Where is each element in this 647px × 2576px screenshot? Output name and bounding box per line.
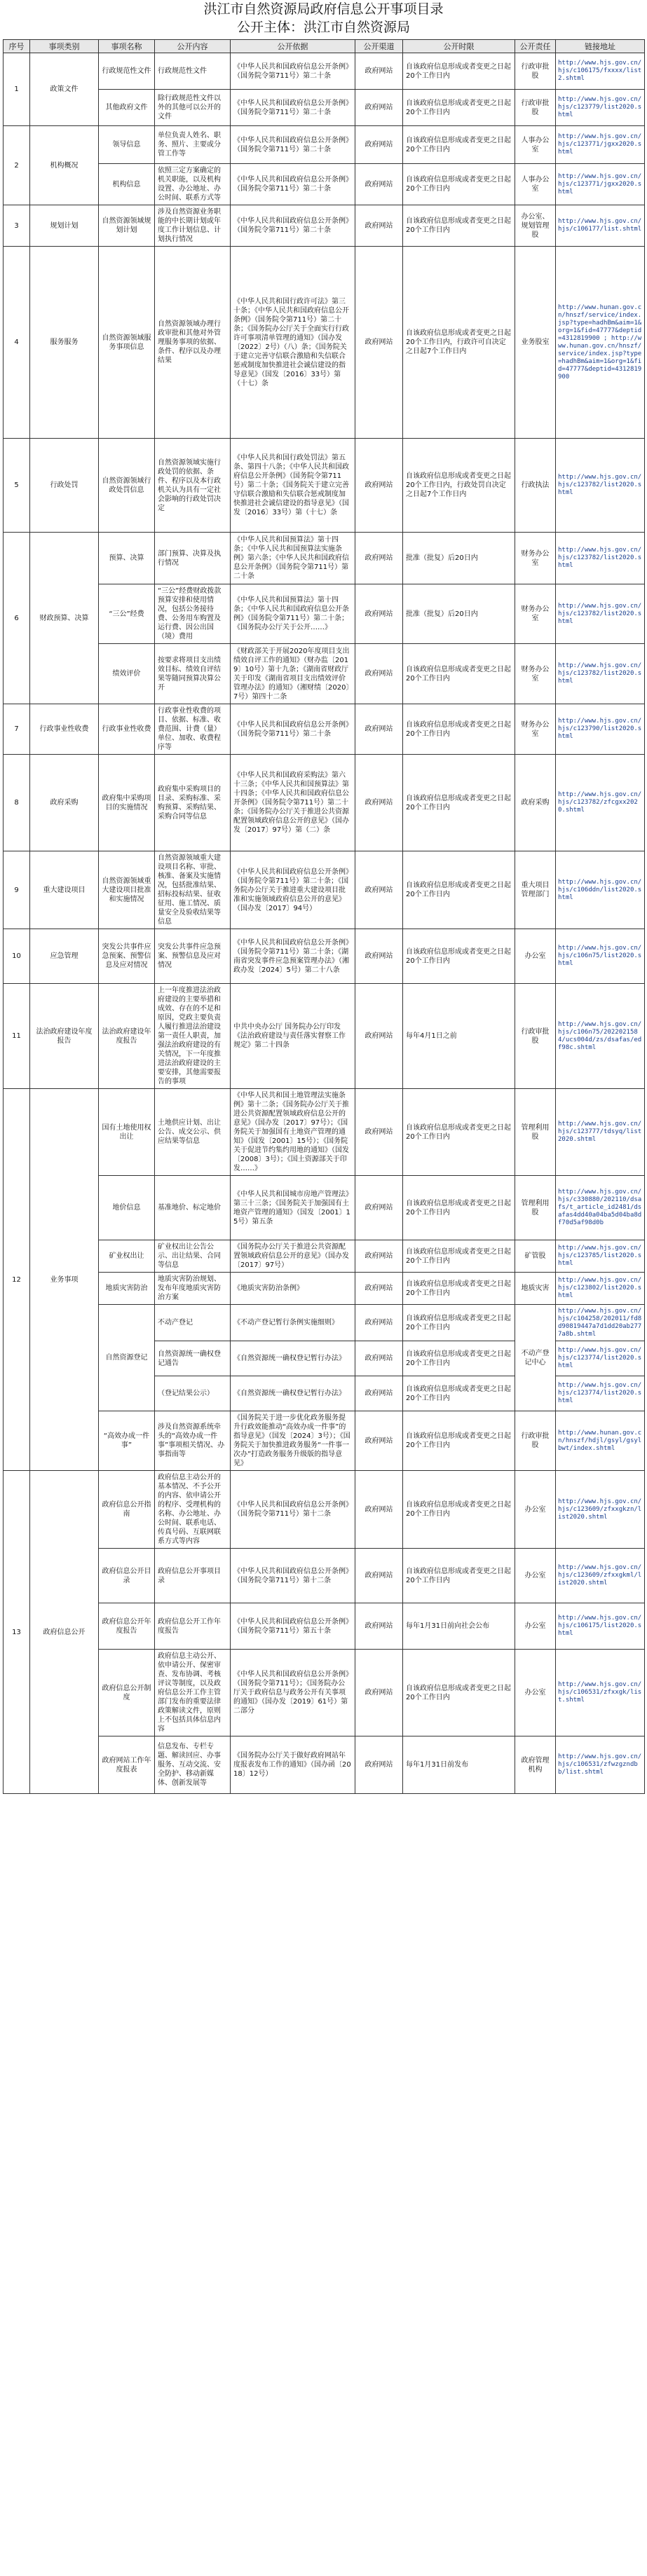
disclosure-time-limit: 自该政府信息形成或者变更之日起20个工作日内 <box>403 1089 515 1176</box>
disclosure-basis: 《自然资源统一确权登记暂行办法》 <box>231 1341 355 1376</box>
link-cell <box>556 53 645 90</box>
disclosure-basis: 《中华人民共和国政府信息公开条例》（国务院令第711号）第二十条 <box>231 53 355 90</box>
link-address[interactable]: http://www.hjs.gov.cn/hjs/c106n75/list2020.shtml <box>558 945 642 967</box>
disclosure-channel: 政府网站 <box>355 755 403 851</box>
disclosure-content: 基准地价、标定地价 <box>155 1176 231 1240</box>
link-address[interactable]: http://www.hjs.gov.cn/hjs/c123782/zfcgxx2020.shtml <box>558 791 642 814</box>
link-address[interactable]: http://www.hjs.gov.cn/hjs/c330880/202110/dsafs/t_article_id2481/dsafas4dd40a04ba5d04ba8df70d5af98d0b <box>558 1188 642 1226</box>
table-row <box>4 53 645 90</box>
table-row <box>4 1650 645 1736</box>
table-row <box>4 1603 645 1650</box>
disclosure-channel: 政府网站 <box>355 90 403 126</box>
disclosure-content: 自然资源领域重大建设项目名称、审批、核准、备案及实施情况，包括批准结果、招标投标结果、征收征用、施工情况、质量安全及验收结果等信息 <box>155 851 231 929</box>
disclosure-time-limit: 批准（批复）后20日内 <box>403 584 515 644</box>
responsible-unit: 办公室 <box>515 929 556 984</box>
disclosure-time-limit: 自该政府信息形成或者变更之日起20个工作日内，行政处罚自决定之日起7个工作日内 <box>403 439 515 533</box>
row-number: 8 <box>4 755 30 851</box>
item-name: 其他政府文件 <box>99 90 155 126</box>
item-category: 政府信息公开 <box>30 1471 99 1794</box>
row-number: 12 <box>4 1089 30 1471</box>
item-category: 重大建设项目 <box>30 851 99 929</box>
disclosure-time-limit: 自该政府信息形成或者变更之日起20个工作日内 <box>403 1305 515 1341</box>
row-number: 2 <box>4 126 30 205</box>
link-address[interactable]: http://www.hjs.gov.cn/hjs/c123785/list2020.shtml <box>558 1245 642 1267</box>
link-cell <box>556 584 645 644</box>
responsible-unit: 行政审批股 <box>515 1411 556 1471</box>
table-row <box>4 1471 645 1549</box>
responsible-unit: 地质灾害 <box>515 1273 556 1305</box>
disclosure-content: 政府信息主动公开的基本情况、不予公开的内容、依申请公开的程序、受理机构的名称、办公地址、办公时间、联系电话、传真号码、互联网联系方式等内容 <box>155 1471 231 1549</box>
disclosure-channel: 政府网站 <box>355 929 403 984</box>
link-cell <box>556 439 645 533</box>
header-cell: 公开渠道 <box>355 40 403 53</box>
item-category: 财政预算、决算 <box>30 533 99 704</box>
disclosure-basis: 《财政部关于开展2020年度项目支出绩效自评工作的通知》（财办监〔2019〕10号）第十九条；《湖南省财政厅关于印发《湖南省项目支出绩效评价管理办法》的通知》（湘财绩〔2020〕7号）第四十二条 <box>231 644 355 704</box>
disclosure-channel: 政府网站 <box>355 984 403 1089</box>
row-number: 4 <box>4 247 30 439</box>
disclosure-basis: 《中华人民共和国政府信息公开条例》（国务院令第711号）第二十条；《湖南省突发事件应急预案管理办法》（湘政办发〔2024〕5号）第二十八条 <box>231 929 355 984</box>
item-name: 政府信息公开制度 <box>99 1650 155 1736</box>
disclosure-content: 行政规范性文件 <box>155 53 231 90</box>
table-row <box>4 205 645 247</box>
link-address[interactable]: http://www.hjs.gov.cn/hjs/c106531/zfwzgzndbb/list.shtml <box>558 1753 642 1776</box>
responsible-unit: 行政审批股 <box>515 90 556 126</box>
disclosure-basis: 《自然资源统一确权登记暂行办法》 <box>231 1376 355 1411</box>
item-name: 法治政府建设年度报告 <box>99 984 155 1089</box>
disclosure-time-limit: 自该政府信息形成或者变更之日起20个工作日内 <box>403 1341 515 1376</box>
responsible-unit: 人事办公室 <box>515 164 556 205</box>
link-address[interactable]: http://www.hjs.gov.cn/hjs/c123802/list2020.shtml <box>558 1277 642 1299</box>
disclosure-channel: 政府网站 <box>355 1240 403 1273</box>
responsible-unit: 办公室 <box>515 1603 556 1650</box>
disclosure-basis: 《中华人民共和国政府信息公开条例》（国务院令第711号）第十二条 <box>231 1471 355 1549</box>
link-address[interactable]: http://www.hjs.gov.cn/hjs/c123782/list2020.shtml <box>558 602 642 625</box>
disclosure-channel: 政府网站 <box>355 164 403 205</box>
responsible-unit: 行政执法 <box>515 439 556 533</box>
disclosure-time-limit: 自该政府信息形成或者变更之日起20个工作日内 <box>403 755 515 851</box>
disclosure-time-limit: 自该政府信息形成或者变更之日起20个工作日内 <box>403 1411 515 1471</box>
item-name: 自然资源领域行政处罚信息 <box>99 439 155 533</box>
disclosure-basis: 《中华人民共和国行政处罚法》第五条、第四十八条；《中华人民共和国政府信息公开条例》（国务院令第711号）第二十条；《国务院关于建立完善守信联合激励和失信联合惩戒制度加快推进社会诚信建设的指导意见》（国发〔2016〕33号）第（十七）条 <box>231 439 355 533</box>
disclosure-content: 自然资源领域实施行政处罚的依据、条件、程序以及本行政机关认为具有一定社会影响的行政处罚决定 <box>155 439 231 533</box>
row-number: 3 <box>4 205 30 247</box>
disclosure-channel: 政府网站 <box>355 126 403 164</box>
disclosure-content: 政府信息公开事项目录 <box>155 1549 231 1603</box>
responsible-unit: 行政审批股 <box>515 984 556 1089</box>
item-name: 绩效评价 <box>99 644 155 704</box>
disclosure-content: 地质灾害防治规划、发布年度地质灾害防治方案 <box>155 1273 231 1305</box>
link-cell <box>556 755 645 851</box>
table-row <box>4 929 645 984</box>
link-cell <box>556 984 645 1089</box>
link-cell <box>556 1411 645 1471</box>
disclosure-time-limit: 自该政府信息形成或者变更之日起20个工作日内 <box>403 704 515 755</box>
disclosure-time-limit: 每年4月1日之前 <box>403 984 515 1089</box>
disclosure-channel: 政府网站 <box>355 247 403 439</box>
disclosure-content: 涉及自然资源系统牵头的“高效办成一件事”事项相关情况、办事指南等 <box>155 1411 231 1471</box>
responsible-unit: 管理利用股 <box>515 1089 556 1176</box>
link-cell <box>556 247 645 439</box>
disclosure-time-limit: 自该政府信息形成或者变更之日起20个工作日内 <box>403 1376 515 1411</box>
row-number: 13 <box>4 1471 30 1794</box>
item-name: 突发公共事件应急预案、预警信息及应对情况 <box>99 929 155 984</box>
responsible-unit: 财务办公室 <box>515 704 556 755</box>
item-name: 政府信息公开指南 <box>99 1471 155 1549</box>
table-row <box>4 984 645 1089</box>
table-row <box>4 90 645 126</box>
disclosure-time-limit: 自该政府信息形成或者变更之日起20个工作日内 <box>403 1471 515 1549</box>
item-name: 地质灾害防治 <box>99 1273 155 1305</box>
document-title: 洪江市自然资源局政府信息公开事项目录 <box>203 1 444 17</box>
link-address[interactable]: http://www.hjs.gov.cn/hjs/c106175/list2020.shtml <box>558 1615 642 1637</box>
disclosure-content: 行政事业性收费的项目、依据、标准、收费范围、计费（量）单位、加收、收费程序等 <box>155 704 231 755</box>
disclosure-time-limit: 自该政府信息形成或者变更之日起20个工作日内 <box>403 1176 515 1240</box>
disclosure-basis: 《国务院办公厅关于做好政府网站年度报表发布工作的通知》（国办函〔2018〕12号） <box>231 1736 355 1794</box>
disclosure-content: 突发公共事件应急预案、预警信息及应对情况 <box>155 929 231 984</box>
disclosure-channel: 政府网站 <box>355 533 403 584</box>
link-cell <box>556 851 645 929</box>
disclosure-content: “三公”经费财政拨款预算安排和使用情况，包括公务接待费、公务用车购置及运行费、因公出国（境）费用 <box>155 584 231 644</box>
disclosure-channel: 政府网站 <box>355 1376 403 1411</box>
disclosure-basis: 《不动产登记暂行条例实施细则》 <box>231 1305 355 1341</box>
item-name: 政府信息公开目录 <box>99 1549 155 1603</box>
disclosure-basis: 《中华人民共和国预算法》第十四条；《中华人民共和国政府信息公开条例》（国务院令第711号）第二十条；《国务院办公厅关于公开……》 <box>231 584 355 644</box>
link-cell <box>556 1176 645 1240</box>
disclosure-basis: 《中华人民共和国政府信息公开条例》（国务院令第711号）第二十条 <box>231 90 355 126</box>
table-row <box>4 533 645 584</box>
item-name: 机构信息 <box>99 164 155 205</box>
table-row <box>4 704 645 755</box>
link-cell <box>556 1341 645 1376</box>
row-number: 11 <box>4 984 30 1089</box>
disclosure-content: 依照三定方案确定的机关职能，以及机构设置、办公地址、办公时间、联系方式等 <box>155 164 231 205</box>
link-cell <box>556 90 645 126</box>
disclosure-basis: 《中华人民共和国政府信息公开条例》（国务院令第711号）第二十条 <box>231 704 355 755</box>
disclosure-channel: 政府网站 <box>355 1471 403 1549</box>
header-cell: 公开责任 <box>515 40 556 53</box>
table-row <box>4 644 645 704</box>
disclosure-channel: 政府网站 <box>355 584 403 644</box>
link-cell <box>556 1471 645 1549</box>
disclosure-time-limit: 自该政府信息形成或者变更之日起20个工作日内 <box>403 644 515 704</box>
row-number: 6 <box>4 533 30 704</box>
link-cell <box>556 704 645 755</box>
table-row <box>4 1176 645 1240</box>
disclosure-basis: 《中华人民共和国政府信息公开条例》（国务院令第711号）第二十条 <box>231 205 355 247</box>
table-row <box>4 1240 645 1273</box>
disclosure-channel: 政府网站 <box>355 704 403 755</box>
link-address[interactable]: http://www.hjs.gov.cn/hjs/c123774/list2020.shtml <box>558 1347 642 1369</box>
responsible-unit: 财务办公室 <box>515 533 556 584</box>
table-row <box>4 851 645 929</box>
disclosure-channel: 政府网站 <box>355 1411 403 1471</box>
disclosure-content: 政府信息主动公开、依申请公开、保密审查、发布协调、考核评议等制度，以及政府信息公开工作主管部门发布的重要法律政策解读文件，原则上不包括具体信息内容 <box>155 1650 231 1736</box>
responsible-unit: 行政审批股 <box>515 53 556 90</box>
item-category: 规划计划 <box>30 205 99 247</box>
link-address[interactable]: http://www.hjs.gov.cn/hjs/c123790/list2020.shtml <box>558 718 642 740</box>
link-cell <box>556 1650 645 1736</box>
responsible-unit: 办公室 <box>515 1549 556 1603</box>
responsible-unit: 矿管股 <box>515 1240 556 1273</box>
item-category: 法治政府建设年度报告 <box>30 984 99 1089</box>
item-category: 行政事业性收费 <box>30 704 99 755</box>
item-name: 政府网站工作年度报表 <box>99 1736 155 1794</box>
table-row <box>4 1273 645 1305</box>
disclosure-basis: 《地质灾害防治条例》 <box>231 1273 355 1305</box>
responsible-unit: 财务办公室 <box>515 584 556 644</box>
link-cell <box>556 1603 645 1650</box>
responsible-unit: 业务股室 <box>515 247 556 439</box>
disclosure-basis: 《中华人民共和国政府信息公开条例》（国务院令第711号）第十二条 <box>231 1549 355 1603</box>
item-name: 预算、决算 <box>99 533 155 584</box>
disclosure-basis: 《中华人民共和国政府信息公开条例》（国务院令第711号）第二十条；《国务院办公厅关于推进重大建设项目批准和实施领域政府信息公开的意见》（国办发〔2017〕94号） <box>231 851 355 929</box>
link-address[interactable]: http://www.hjs.gov.cn/hjs/c123774/list2020.shtml <box>558 1382 642 1404</box>
disclosure-channel: 政府网站 <box>355 439 403 533</box>
item-name: 自然资源登记 <box>99 1305 155 1411</box>
header-cell: 序号 <box>4 40 30 53</box>
item-name: 政府集中采购项目的实施情况 <box>99 755 155 851</box>
disclosure-basis: 《中华人民共和国政府信息公开条例》（国务院令第711号）第二十条 <box>231 164 355 205</box>
disclosure-content: 单位负责人姓名、职务、照片、主要或分管工作等 <box>155 126 231 164</box>
link-cell <box>556 1273 645 1305</box>
disclosure-content: （登记结果公示） <box>155 1376 231 1411</box>
disclosure-channel: 政府网站 <box>355 1549 403 1603</box>
item-name: 政府信息公开年度报告 <box>99 1603 155 1650</box>
disclosure-content: 涉及自然资源业务职能的中长期计划或年度工作计划信息、计划执行情况 <box>155 205 231 247</box>
table-row <box>4 584 645 644</box>
row-number: 9 <box>4 851 30 929</box>
document-subtitle: 公开主体：洪江市自然资源局 <box>236 20 410 35</box>
item-name: 自然资源领域重大建设项目批准和实施情况 <box>99 851 155 929</box>
row-number: 7 <box>4 704 30 755</box>
disclosure-channel: 政府网站 <box>355 1089 403 1176</box>
link-address[interactable]: http://www.hjs.gov.cn/hjs/c106531/zfxxgk/list.shtml <box>558 1681 642 1704</box>
disclosure-channel: 政府网站 <box>355 53 403 90</box>
responsible-unit: 办公室 <box>515 1650 556 1736</box>
disclosure-content: 矿业权出让公告公示、出让结果、合同等信息 <box>155 1240 231 1273</box>
item-name: 自然资源领域规划计划 <box>99 205 155 247</box>
link-cell <box>556 1736 645 1794</box>
disclosure-time-limit: 自该政府信息形成或者变更之日起20个工作日内，行政许可自决定之日起7个工作日内 <box>403 247 515 439</box>
link-address[interactable]: http://www.hjs.gov.cn/hjs/c123782/list2020.shtml <box>558 662 642 685</box>
disclosure-time-limit: 自该政府信息形成或者变更之日起20个工作日内 <box>403 205 515 247</box>
disclosure-content: 除行政规范性文件以外的其他可以公开的文件 <box>155 90 231 126</box>
item-category: 应急管理 <box>30 929 99 984</box>
header-cell: 链接地址 <box>556 40 645 53</box>
disclosure-time-limit: 自该政府信息形成或者变更之日起20个工作日内 <box>403 126 515 164</box>
link-address[interactable]: http://www.hjs.gov.cn/hjs/c123771/jgxx2020.shtml <box>558 133 642 156</box>
link-address[interactable]: http://www.hunan.gov.cn/hnszf/service/index.jsp?type=hadhBm&aim=1&org=1&fid=47777&deptid=4312819900 ; http://www.hunan.gov.cn/hnszf/service/index.jsp?type=hadhBm&aim=1&org=1&fid=47777&deptid=4312819900 <box>558 303 642 381</box>
disclosure-channel: 政府网站 <box>355 1341 403 1376</box>
item-name: “高效办成一件事” <box>99 1411 155 1471</box>
link-address[interactable]: http://www.hjs.gov.cn/hjs/c106n75/2022021584/ucs004d/zs/dsafas/edf98c.shtml <box>558 1020 642 1051</box>
link-cell <box>556 929 645 984</box>
link-cell <box>556 1089 645 1176</box>
disclosure-content: 不动产登记 <box>155 1305 231 1341</box>
item-name: 自然资源领域服务事项信息 <box>99 247 155 439</box>
table-row <box>4 1736 645 1794</box>
responsible-unit: 政府采购 <box>515 755 556 851</box>
header-cell: 公开内容 <box>155 40 231 53</box>
link-cell <box>556 644 645 704</box>
item-category: 政策文件 <box>30 53 99 126</box>
link-address[interactable]: http://www.hjs.gov.cn/hjs/c106175/fxxxx/list2.shtml <box>558 60 642 82</box>
header-cell: 公开时限 <box>403 40 515 53</box>
disclosure-channel: 政府网站 <box>355 1273 403 1305</box>
responsible-unit: 政府管理机构 <box>515 1736 556 1794</box>
disclosure-content: 土地供应计划、出让公告、成交公示、供应结果等信息 <box>155 1089 231 1176</box>
disclosure-basis: 《中华人民共和国城市房地产管理法》第三十三条；《国务院关于加强国有土地资产管理的通知》（国发〔2001〕15号）第五条 <box>231 1176 355 1240</box>
link-address[interactable]: http://www.hjs.gov.cn/hjs/c106ddn/list2020.shtml <box>558 878 642 901</box>
table-row <box>4 755 645 851</box>
disclosure-channel: 政府网站 <box>355 1650 403 1736</box>
item-category: 行政处罚 <box>30 439 99 533</box>
row-number: 10 <box>4 929 30 984</box>
responsible-unit: 不动产登记中心 <box>515 1305 556 1411</box>
disclosure-content: 信息发布、专栏专题、解读回应、办事服务、互动交流、安全防护、移动新媒体、创新发展等 <box>155 1736 231 1794</box>
table-row <box>4 164 645 205</box>
responsible-unit: 重大项目管理部门 <box>515 851 556 929</box>
disclosure-channel: 政府网站 <box>355 851 403 929</box>
disclosure-channel: 政府网站 <box>355 644 403 704</box>
table-row <box>4 1549 645 1603</box>
disclosure-basis: 《中华人民共和国预算法》第十四条；《中华人民共和国预算法实施条例》第六条；《中华人民共和国政府信息公开条例》（国务院令第711号）第二十条 <box>231 533 355 584</box>
link-address[interactable]: http://www.hjs.gov.cn/hjs/c104258/202011/fd8d90819447a7d1dd20ab2777a8b.shtml <box>558 1307 642 1338</box>
responsible-unit: 人事办公室 <box>515 126 556 164</box>
link-address[interactable]: http://www.hjs.gov.cn/hjs/c123771/jgxx2020.shtml <box>558 172 642 196</box>
disclosure-channel: 政府网站 <box>355 1603 403 1650</box>
disclosure-content: 政府信息公开工作年度报告 <box>155 1603 231 1650</box>
link-cell <box>556 126 645 164</box>
responsible-unit: 办公室、规划管理股 <box>515 205 556 247</box>
link-cell <box>556 164 645 205</box>
disclosure-basis: 《中华人民共和国政府信息公开条例》（国务院令第711号）第二十条 <box>231 126 355 164</box>
disclosure-channel: 政府网站 <box>355 205 403 247</box>
link-cell <box>556 1549 645 1603</box>
header-cell: 事项名称 <box>99 40 155 53</box>
disclosure-channel: 政府网站 <box>355 1736 403 1794</box>
disclosure-basis: 《中华人民共和国政府信息公开条例》（国务院令第711号）；《国务院办公厅关于政府信息与政务公开有关事项的通知》（国办发〔2019〕61号）第二部分 <box>231 1650 355 1736</box>
link-address[interactable]: http://www.hjs.gov.cn/hjs/c123777/tdsyq/list2020.shtml <box>558 1121 642 1143</box>
disclosure-time-limit: 自该政府信息形成或者变更之日起20个工作日内 <box>403 90 515 126</box>
disclosure-time-limit: 每年1月31日前发布 <box>403 1736 515 1794</box>
disclosure-time-limit: 自该政府信息形成或者变更之日起20个工作日内 <box>403 1549 515 1603</box>
responsible-unit: 办公室 <box>515 1471 556 1549</box>
disclosure-time-limit: 自该政府信息形成或者变更之日起20个工作日内 <box>403 929 515 984</box>
row-number: 5 <box>4 439 30 533</box>
item-name: 地价信息 <box>99 1176 155 1240</box>
link-address[interactable]: http://www.hjs.gov.cn/hjs/c123782/list2020.shtml <box>558 547 642 569</box>
disclosure-content: 部门预算、决算及执行情况 <box>155 533 231 584</box>
table-row <box>4 1411 645 1471</box>
item-category: 业务事项 <box>30 1089 99 1471</box>
disclosure-basis: 《中华人民共和国政府信息公开条例》（国务院令第711号）第五十条 <box>231 1603 355 1650</box>
disclosure-catalog-table <box>3 39 645 1794</box>
link-address[interactable]: http://www.hjs.gov.cn/hjs/c123609/zfxxgkzn/list2020.shtml <box>558 1498 642 1521</box>
link-cell <box>556 205 645 247</box>
disclosure-time-limit: 自该政府信息形成或者变更之日起20个工作日内 <box>403 53 515 90</box>
responsible-unit: 管理利用股 <box>515 1176 556 1240</box>
item-name: 国有土地使用权出让 <box>99 1089 155 1176</box>
table-row <box>4 1305 645 1341</box>
responsible-unit: 财务办公室 <box>515 644 556 704</box>
disclosure-channel: 政府网站 <box>355 1176 403 1240</box>
table-row <box>4 439 645 533</box>
link-cell <box>556 533 645 584</box>
disclosure-content: 政府集中采购项目的目录、采购标准、采购预算、采购结果、采购合同等信息 <box>155 755 231 851</box>
row-number: 1 <box>4 53 30 126</box>
disclosure-time-limit: 每年1月31日前向社会公布 <box>403 1603 515 1650</box>
disclosure-content: 上一年度推进法治政府建设的主要举措和成效、存在的不足和原因，党政主要负责人履行推进法治建设第一责任人职责，加强法治政府建设的有关情况，下一年度推进法治政府建设的主要安排，其他需要报告的事项 <box>155 984 231 1089</box>
disclosure-content: 自然资源领域办理行政审批和其他对外管理服务事项的依据、条件、程序以及办理结果 <box>155 247 231 439</box>
item-name: “三公”经费 <box>99 584 155 644</box>
link-address[interactable]: http://www.hjs.gov.cn/hjs/c123779/list2020.shtml <box>558 96 642 118</box>
item-name: 矿业权出让 <box>99 1240 155 1273</box>
disclosure-time-limit: 批准（批复）后20日内 <box>403 533 515 584</box>
disclosure-time-limit: 自该政府信息形成或者变更之日起20个工作日内 <box>403 164 515 205</box>
disclosure-basis: 《中华人民共和国政府采购法》第六十三条；《中华人民共和国预算法》第十四条；《中华人民共和国政府信息公开条例》（国务院令第711号）第二十条；《国务院办公厅关于推进公共资源配置领域政府信息公开的意见》（国办发〔2017〕97号）第（二）条 <box>231 755 355 851</box>
disclosure-time-limit: 自该政府信息形成或者变更之日起20个工作日内 <box>403 1240 515 1273</box>
disclosure-basis: 《国务院办公厅关于推进公共资源配置领域政府信息公开的意见》（国办发〔2017〕97号） <box>231 1240 355 1273</box>
disclosure-basis: 《中华人民共和国土地管理法实施条例》第十二条；《国务院办公厅关于推进公共资源配置领域政府信息公开的意见》（国办发〔2017〕97号）；《国务院关于加强国有土地资产管理的通知》（国发〔2001〕15号）；《国务院关于促进节约集约用地的通知》（国发〔2008〕3号）；《国土资源部关于印发……》 <box>231 1089 355 1176</box>
link-address[interactable]: http://www.hunan.gov.cn/hnszf/hdjl/gsyl/gsylbwt/index.shtml <box>558 1429 642 1452</box>
item-name: 行政事业性收费 <box>99 704 155 755</box>
link-address[interactable]: http://www.hjs.gov.cn/hjs/c106177/list.shtml <box>558 218 642 233</box>
disclosure-basis: 中共中央办公厅 国务院办公厅印发《法治政府建设与责任落实督察工作规定》第二十四条 <box>231 984 355 1089</box>
disclosure-basis: 《中华人民共和国行政许可法》第三十条；《中华人民共和国政府信息公开条例》（国务院令第711号）第二十条；《国务院办公厅关于全面实行行政许可事项清单管理的通知》（国办发〔2022〕2号）（八）条；《国务院关于建立完善守信联合激励和失信联合惩戒制度加快推进社会诚信建设的指导意见》（国发〔2016〕33号）第（十七）条 <box>231 247 355 439</box>
header-cell: 事项类别 <box>30 40 99 53</box>
disclosure-basis: 《国务院关于进一步优化政务服务提升行政效能推动“高效办成一件事”的指导意见》（国发〔2024〕3号）；《国务院关于加快推进政务服务“一件事一次办”打造政务服务升级版的指导意见》 <box>231 1411 355 1471</box>
disclosure-time-limit: 自该政府信息形成或者变更之日起20个工作日内 <box>403 851 515 929</box>
table-body <box>4 53 645 1794</box>
disclosure-time-limit: 自该政府信息形成或者变更之日起20个工作日内 <box>403 1650 515 1736</box>
link-address[interactable]: http://www.hjs.gov.cn/hjs/c123782/list2020.shtml <box>558 474 642 496</box>
item-category: 机构概况 <box>30 126 99 205</box>
table-row <box>4 1089 645 1176</box>
disclosure-content: 按要求将项目支出绩效目标、绩效自评结果等随同预算决算公开 <box>155 644 231 704</box>
header-cell: 公开依据 <box>231 40 355 53</box>
disclosure-time-limit: 自该政府信息形成或者变更之日起20个工作日内 <box>403 1273 515 1305</box>
item-name: 行政规范性文件 <box>99 53 155 90</box>
link-cell <box>556 1240 645 1273</box>
link-address[interactable]: http://www.hjs.gov.cn/hjs/c123609/zfxxgkml/list2020.shtml <box>558 1564 642 1587</box>
table-row <box>4 126 645 164</box>
item-category: 政府采购 <box>30 755 99 851</box>
table-row <box>4 247 645 439</box>
table-header-row <box>4 40 645 53</box>
item-name: 领导信息 <box>99 126 155 164</box>
disclosure-content: 自然资源统一确权登记通告 <box>155 1341 231 1376</box>
disclosure-channel: 政府网站 <box>355 1305 403 1341</box>
link-cell <box>556 1305 645 1341</box>
link-cell <box>556 1376 645 1411</box>
item-category: 服务服务 <box>30 247 99 439</box>
